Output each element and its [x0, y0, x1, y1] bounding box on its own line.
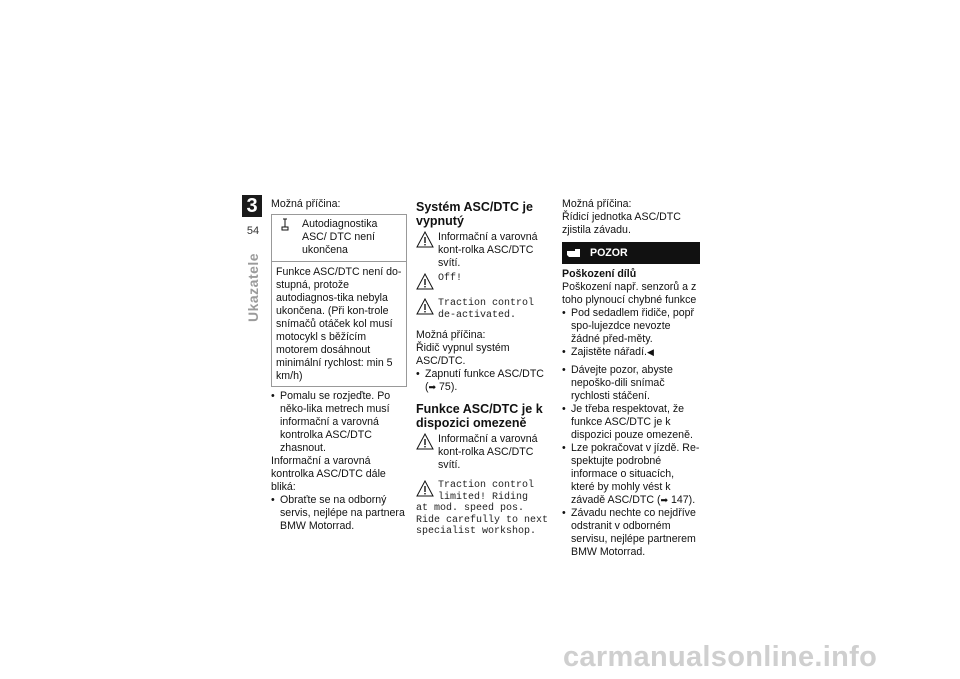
- bullet-item: • Závadu nechte co nejdříve odstranit v odborném servisu, nejlépe partnerem BMW Motorrad.: [562, 507, 700, 559]
- cause-text: Řídicí jednotka ASC/DTC zjistila závadu.: [562, 211, 681, 236]
- box-header: [272, 215, 406, 262]
- bullet-item: [562, 346, 700, 359]
- section-heading: Systém ASC/DTC je vypnutý: [416, 200, 533, 228]
- diagnostic-box: [271, 214, 407, 387]
- reference-page[interactable]: 75).: [439, 381, 458, 393]
- page-reference: (➡ 75).: [425, 381, 458, 393]
- display-message: Traction control limited! Riding: [438, 480, 535, 503]
- display-message: Off!: [438, 273, 463, 284]
- display-row: [416, 273, 552, 290]
- display-message: Traction control de-activated.: [438, 298, 535, 321]
- damage-heading: Poškození dílů: [562, 268, 637, 280]
- warning-triangle-icon: [416, 231, 434, 248]
- side-section-label: Ukazatele: [245, 252, 261, 322]
- bullet-text: Zapnutí funkce ASC/DTC: [425, 368, 544, 380]
- warning-triangle-icon: [416, 433, 434, 450]
- box-title: Autodiagnostika ASC/ DTC není ukončena: [302, 218, 378, 256]
- caution-label: POZOR: [590, 246, 628, 259]
- chapter-tab: 3: [242, 195, 262, 217]
- column-1: [271, 198, 407, 533]
- hand-warning-icon: [566, 247, 582, 259]
- warning-text: Informační a varovná kont-rolka ASC/DTC svítí.: [438, 231, 538, 269]
- bullet-item: • Obraťte se na odborný servis, nejlépe na partnera BMW Motorrad.: [271, 494, 407, 533]
- bullet-text: Lze pokračovat v jízdě. Re-spektujte podrobné informace o situacích, které by mohly vést k závadě ASC/DTC (: [571, 442, 700, 506]
- arrow-icon: ➡: [428, 382, 437, 392]
- page-number: 54: [246, 225, 260, 237]
- display-message-continued: at mod. speed pos. Ride carefully to next specialist workshop.: [416, 503, 549, 537]
- warning-row: [416, 433, 552, 472]
- section-heading: Funkce ASC/DTC je k dispozici omezeně: [416, 402, 543, 430]
- bullet-item: [562, 442, 700, 507]
- warning-triangle-icon: [416, 298, 434, 315]
- cause-label: Možná příčina:: [271, 198, 341, 210]
- display-row: [416, 480, 552, 503]
- bullet-item: [416, 368, 552, 381]
- tool-icon: [276, 218, 294, 257]
- bullet-item: • Pomalu se rozjeďte. Po něko-lika metrech musí informační a varovná kontrolka ASC/DTC zhasnout.: [271, 390, 407, 455]
- display-row: [416, 298, 552, 321]
- warning-row: [416, 231, 552, 270]
- reference-page[interactable]: 147).: [671, 494, 696, 506]
- paragraph: Informační a varovná kontrolka ASC/DTC dále bliká:: [271, 455, 386, 493]
- bullet-text: Zajistěte nářadí.: [571, 346, 647, 358]
- cause-label: Možná příčina:: [562, 198, 632, 210]
- warning-triangle-icon: [416, 480, 434, 497]
- watermark: carmanualsonline.info: [563, 641, 878, 673]
- bullet-item: • Je třeba respektovat, že funkce ASC/DTC je k dispozici pouze omezeně.: [562, 403, 700, 442]
- bullet-item: • Pod sedadlem řidiče, popř spo-lujezdce nevozte žádné před-měty.: [562, 307, 700, 346]
- damage-text: Poškození např. senzorů a z toho plynoucí chybné funkce: [562, 281, 697, 306]
- arrow-icon: ➡: [660, 495, 669, 505]
- column-2: [416, 198, 552, 538]
- cause-label: Možná příčina:: [416, 329, 486, 341]
- bullet-item: • Dávejte pozor, abyste nepoško-dili snímač rychlosti stáčení.: [562, 364, 700, 403]
- caution-banner: [562, 242, 700, 264]
- end-mark-icon: ◀: [646, 347, 654, 357]
- warning-text: Informační a varovná kont-rolka ASC/DTC svítí.: [438, 433, 538, 471]
- cause-text: Řidič vypnul systém ASC/DTC.: [416, 342, 510, 367]
- warning-triangle-icon: [416, 273, 434, 290]
- column-3: [562, 198, 700, 559]
- box-body: Funkce ASC/DTC není do-stupná, protože autodiagnos-tika nebyla ukončena. (Při kon-trole snímačů otáček kol musí motocykl s běžícím motorem dosáhnout minimální rychlost: min 5 km/h): [276, 266, 402, 382]
